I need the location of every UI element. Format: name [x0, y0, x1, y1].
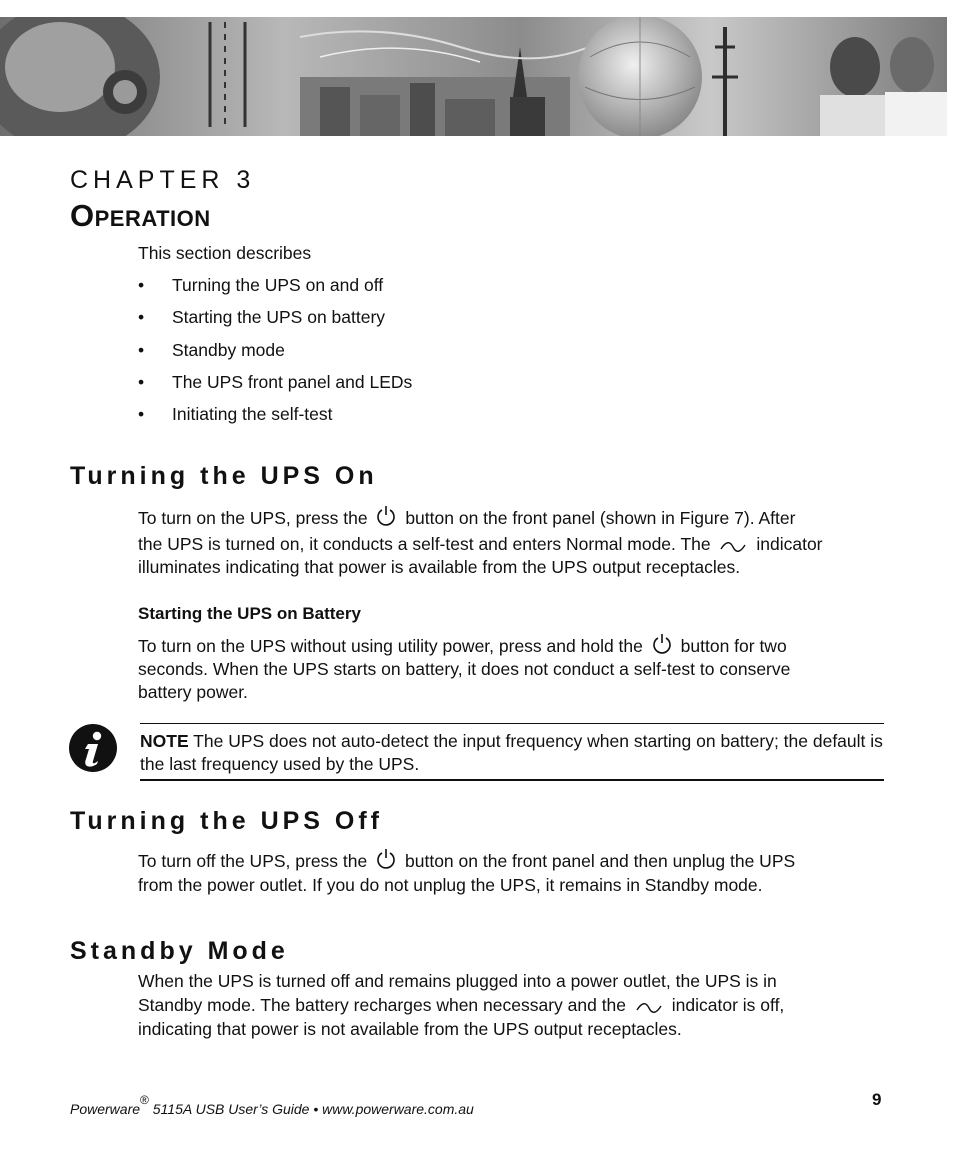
- text-span: To turn off the UPS, press the: [138, 851, 368, 871]
- text-span: Standby mode. The battery recharges when necessary and the: [138, 995, 627, 1015]
- sine-wave-icon: [719, 541, 747, 553]
- text-span: battery power.: [138, 682, 248, 702]
- page-number: 9: [872, 1090, 882, 1109]
- sine-wave-icon: [635, 1002, 663, 1014]
- bullet-text: Initiating the self-test: [172, 404, 333, 424]
- info-icon: [68, 723, 118, 773]
- intro-text: This section describes: [138, 243, 312, 263]
- power-icon: [376, 848, 396, 870]
- subheading-starting-on-battery: Starting the UPS on Battery: [138, 604, 361, 623]
- bullet-text: The UPS front panel and LEDs: [172, 372, 413, 392]
- text-span: button on the front panel (shown in Figure 7). After: [405, 508, 796, 528]
- text-span: To turn on the UPS without using utility power, press and hold the: [138, 636, 643, 656]
- text-span: To turn on the UPS, press the: [138, 508, 368, 528]
- text-span: the UPS is turned on, it conducts a self-test and enters Normal mode. The: [138, 534, 711, 554]
- text-span: When the UPS is turned off and remains plugged into a power outlet, the UPS is in: [138, 971, 777, 991]
- bullet-text: Standby mode: [172, 340, 285, 360]
- note-box: [140, 723, 884, 781]
- power-icon: [652, 633, 672, 655]
- chapter-title: Operation: [70, 198, 211, 233]
- turning-off-paragraph: [138, 848, 886, 897]
- footer-brand: Powerware: [70, 1101, 141, 1117]
- section-heading-turning-off: Turning the UPS Off: [70, 807, 384, 835]
- registered-mark: ®: [140, 1093, 149, 1107]
- chapter-label: CHAPTER 3: [70, 166, 256, 194]
- section-heading-standby: Standby Mode: [70, 937, 289, 965]
- note-label: NOTE: [140, 731, 189, 751]
- bullet-text: Starting the UPS on battery: [172, 307, 386, 327]
- standby-paragraph: [138, 969, 886, 1041]
- text-span: indicator is off,: [671, 995, 785, 1015]
- header-banner-image: [0, 17, 947, 136]
- text-span: button on the front panel and then unplug the UPS: [405, 851, 796, 871]
- bullet-text: Turning the UPS on and off: [172, 275, 384, 295]
- text-span: from the power outlet. If you do not unplug the UPS, it remains in Standby mode.: [138, 875, 763, 895]
- footer: [70, 1093, 474, 1117]
- text-span: indicating that power is not available from the UPS output receptacles.: [138, 1019, 682, 1039]
- section-heading-turning-on: Turning the UPS On: [70, 462, 378, 490]
- starting-on-battery-paragraph: [138, 633, 886, 704]
- power-icon: [376, 505, 396, 527]
- text-span: indicator: [756, 534, 823, 554]
- turning-on-paragraph: [138, 505, 886, 583]
- note-text: The UPS does not auto-detect the input frequency when starting on battery; the default is the last frequency used by the UPS.: [140, 731, 883, 774]
- text-span: seconds. When the UPS starts on battery, it does not conduct a self-test to conserve: [138, 659, 791, 679]
- footer-text: 5115A USB User’s Guide • www.powerware.com.au: [148, 1101, 474, 1117]
- text-span: button for two: [680, 636, 787, 656]
- text-span: illuminates indicating that power is available from the UPS output receptacles.: [138, 557, 741, 577]
